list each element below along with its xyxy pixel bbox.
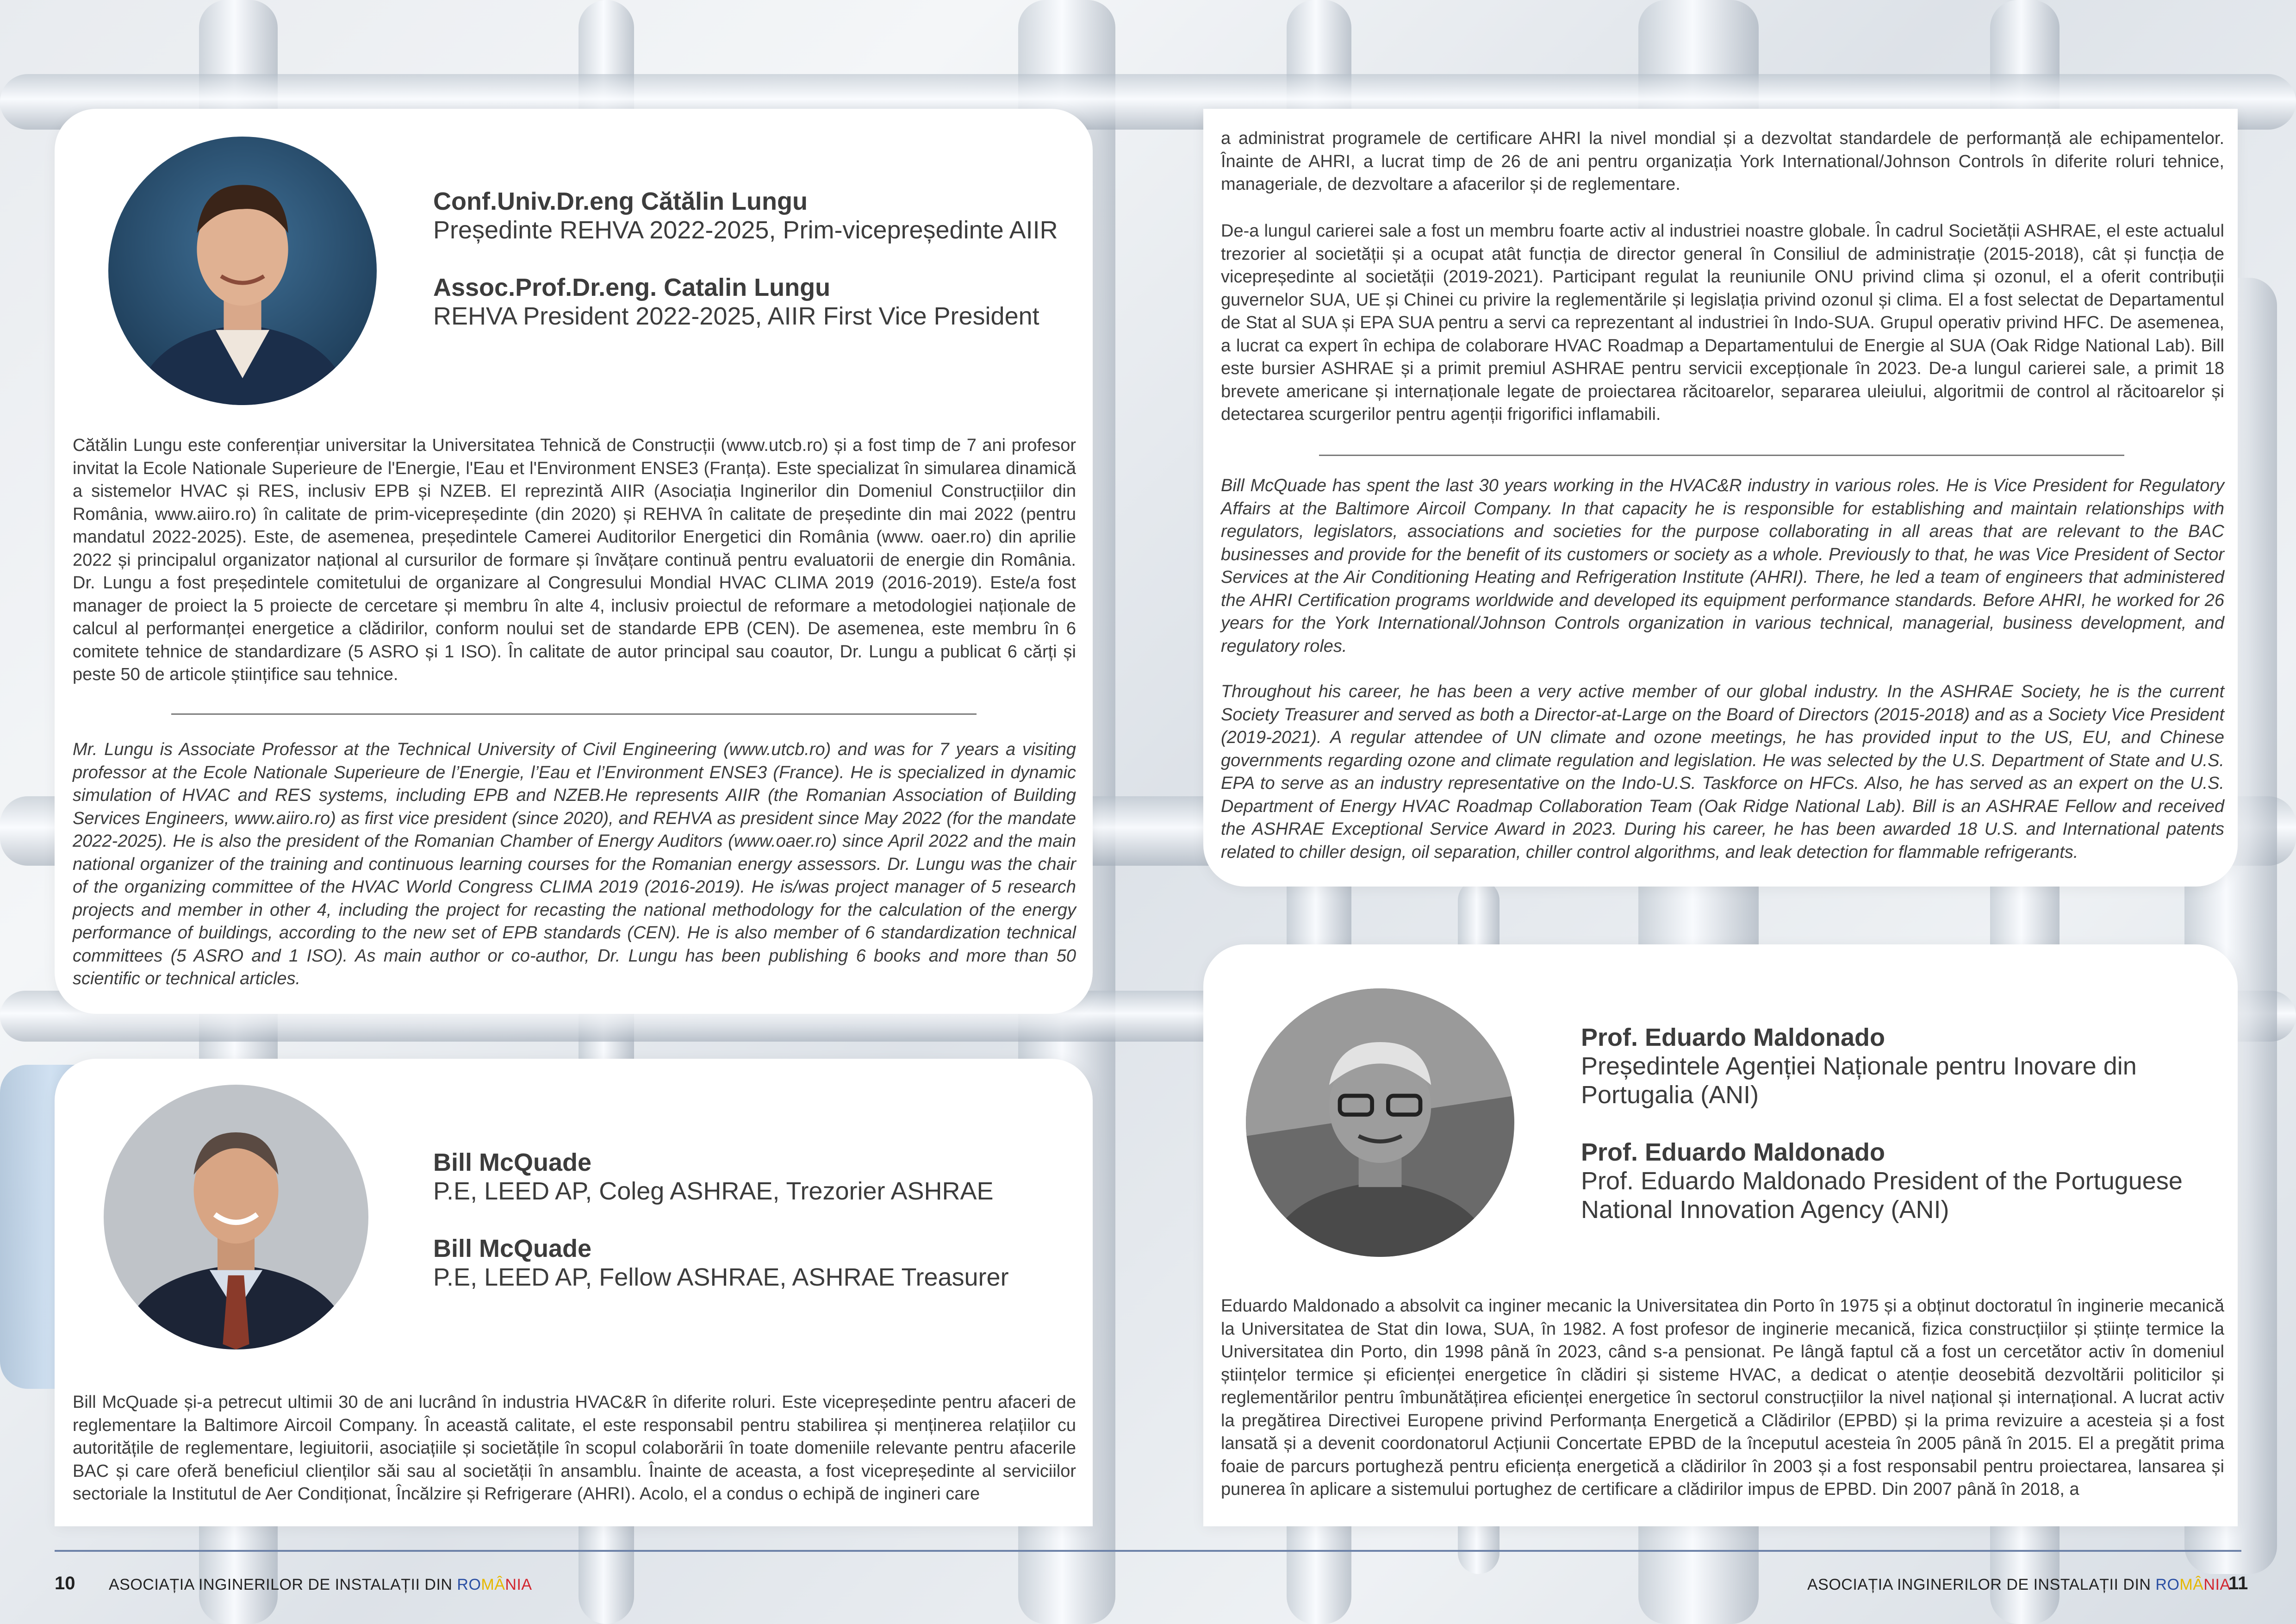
footer-association-left — [109, 1576, 532, 1594]
footer-association-text: ASOCIAȚIA INGINERILOR DE INSTALAȚII DIN — [1807, 1576, 2156, 1593]
lungu-role-ro: Președinte REHVA 2022-2025, Prim-vicepreședinte AIIR — [433, 216, 1058, 244]
maldonado-bio-ro: Eduardo Maldonado a absolvit ca inginer mecanic la Universitatea din Porto în 1975 și a obținut doctoratul în inginerie mecanică la Universitatea de Stat din Iowa, SUA, în 1982. A fost profesor de inginerie mecanică, fizica construcțiilor și științe termice la Universitatea din Porto, din 1998 până în 2023, când s-a pensionat. Pe lângă faptul că a fost un cercetător activ în domeniul științelor termice și eficienței energetice în clădiri și sisteme HVAC, a dedicat o atenție deosebită dezvoltării politicilor și reglementărilor pentru îmbunătățirea eficienței energetice în sectorul construcțiilor la nivel național și internațional. A lucrat activ la pregătirea Directivei Europene privind Performanța Energetică a Clădirilor (EPBD) și la prima revizuire a acesteia și a fost lansată și a devenit coordonatorul Acțiunii Concertate EPBD de la începutul acesteia în 2005 până în 2015. El a pregătit prima foaie de parcurs portugheză pentru eficiența energetică a clădirilor în 2003 și a fost responsabil pentru proiectarea, lansarea și punerea în aplicare a sistemului portughez de certificare a clădirilor impus de EPBD. Din 2007 până în 2018, a — [1221, 1296, 2224, 1499]
romania-blue-segment: RO — [457, 1576, 481, 1593]
footer-rule — [55, 1550, 2241, 1552]
maldonado-header — [1581, 1023, 2183, 1224]
romania-blue-segment: RO — [2155, 1576, 2180, 1593]
lungu-role-en: REHVA President 2022-2025, AIIR First Vice President — [433, 302, 1039, 330]
lungu-portrait-photo — [108, 137, 377, 405]
mcquade-bio-en-part2: Throughout his career, he has been a very active member of our global industry. In the ASHRAE Society, he is the current Society Treasurer and served as both a Director-at-Large on the Board of Directors (2015-2018) and as a Society Vice President (2019-2021). A regular attendee of UN climate and ozone meetings, he has provided input to the US, EU, and Chinese governments regarding ozone and climate regulation and legislation. He was selected by the U.S. Department of State and U.S. EPA to serve as an industry representative on the Indo-U.S. Taskforce on HFCs. Also, he has served as an expert on the U.S. Department of Energy HVAC Roadmap Collaboration Team (Oak Ridge National Lab). Bill is an ASHRAE Fellow and received the ASHRAE Exceptional Service Award in 2023. During his career, he has been awarded 18 U.S. and International patents related to chiller design, oil separation, chiller control algorithms, and leak detection for flammable refrigerants. — [1221, 682, 2224, 862]
maldonado-role-en: Prof. Eduardo Maldonado President of the Portuguese National Innovation Agency (ANI) — [1581, 1167, 2183, 1224]
lungu-name-ro: Conf.Univ.Dr.eng Cătălin Lungu — [433, 187, 808, 215]
maldonado-name-en: Prof. Eduardo Maldonado — [1581, 1138, 1885, 1166]
lungu-name-en: Assoc.Prof.Dr.eng. Catalin Lungu — [433, 274, 831, 301]
lungu-bio-en: Mr. Lungu is Associate Professor at the Technical University of Civil Engineering (www.utcb.ro) and was for 7 years a visiting professor at the Ecole Nationale Superieure de l’Energie, l’Eau et l’Environment ENSE3 (France). He is specialized in dynamic simulation of HVAC and RES systems, including EPB and NZEB.He represents AIIR (the Romanian Association of Building Services Engineers, www.aiiro.ro) as first vice president (since 2020), and REHVA as president since May 2022 (for the mandate 2022-2025). He is also the president of the Romanian Chamber of Energy Auditors (www.oaer.ro) since April 2022 and the main national organizer of the training and continuous learning courses for the Romanian energy assessors. Dr. Lungu was the chair of the organizing committee of the HVAC World Congress CLIMA 2019 (2016-2019). He is/was project manager of 5 research projects and member in other 4, including the project for recasting the national methodology for the calculation of the energy performance of buildings, according to the new set of EPB standards (CEN). He is also member of 6 standardization technical committees (5 ASRO and 1 ISO). As main author or co-author, Dr. Lungu has been publishing 6 books and more than 50 scientific or technical articles. — [73, 740, 1076, 988]
mcquade-bio-ro-part1: Bill McQuade și-a petrecut ultimii 30 de ani lucrând în industria HVAC&R în diferite roluri. Este vicepreședinte pentru afaceri de reglementare la Baltimore Aircoil Company. În această calitate, el este responsabil pentru stabilirea și menținerea relațiilor cu autoritățile de reglementare, legiuitorii, asociațiile și societățile în scopul colaborării în toate domeniile relevante pentru afacerile BAC și care oferă beneficiul clienților săi sau al societății în ansamblu. Înainte de aceasta, a fost vicepreședinte al serviciilor sectoriale la Institutul de Aer Condiționat, Încălzire și Refrigerare (AHRI). Acolo, el a condus o echipă de ingineri care — [73, 1393, 1076, 1504]
footer-association-text: ASOCIAȚIA INGINERILOR DE INSTALAȚII DIN — [109, 1576, 457, 1593]
footer-association-right — [1807, 1576, 2231, 1594]
mcquade-portrait-photo — [104, 1085, 368, 1349]
mcquade-role-ro: P.E, LEED AP, Coleg ASHRAE, Trezorier ASHRAE — [433, 1177, 994, 1205]
mcquade-bio-ro-part2: a administrat programele de certificare AHRI la nivel mondial și a dezvoltat standardele de performanță ale echipamentelor. Înainte de AHRI, a lucrat timp de 26 de ani pentru organizația York International/Johnson Controls în diferite roluri tehnice, manageriale, de dezvoltare a afacerilor și de reglementare. — [1221, 129, 2224, 194]
maldonado-portrait-photo — [1246, 988, 1514, 1257]
romania-red-segment: NIA — [2203, 1576, 2231, 1593]
mcquade-bio-en-part1: Bill McQuade has spent the last 30 years working in the HVAC&R industry in various roles. He is Vice President for Regulatory Affairs at the Baltimore Aircoil Company. In that capacity he is responsible for establishing and maintain relationships with regulators, legislators, associations and societies for the purpose collaborating in all areas that are relevant to the BAC businesses and provide for the benefit of its customers or society as a whole. Previously to that, he was Vice President of Sector Services at the Air Conditioning Heating and Refrigeration Institute (AHRI). There, he led a team of engineers that administered the AHRI Certification programs worldwide and developed its equipment performance standards. Before AHRI, he worked for 26 years for the York International/Johnson Controls organization in various technical, managerial, business development, and regulatory roles. — [1221, 476, 2224, 656]
divider-rule — [171, 713, 977, 715]
romania-yellow-segment: MÂ — [481, 1576, 505, 1593]
maldonado-role-ro: Președintele Agenției Naționale pentru Inovare din Portugalia (ANI) — [1581, 1052, 2137, 1109]
mcquade-name-en: Bill McQuade — [433, 1235, 592, 1262]
lungu-header — [433, 187, 1072, 331]
mcquade-bio-ro-part3: De-a lungul carierei sale a fost un membru foarte activ al industriei noastre globale. În cadrul Societății ASHRAE, el este actualul trezorier al societății și a ocupat atât funcția de director general în Consiliul de administrație (2015-2018), cât și funcția de vicepreședinte al societății (2019-2021). Participant regulat la reuniunile ONU privind clima și ozonul, el a oferit contribuții guvernelor SUA, UE și Chinei cu privire la reglementările și legislația privind ozonul și clima. El a fost selectat de Departamentul de Stat al SUA și EPA SUA pentru a servi ca reprezentant al industriei în Indo-SUA. Grupul operativ privind HFC. De asemenea, a lucrat ca expert în echipa de colaborare HVAC Roadmap a Departamentului de Energie al SUA (Oak Ridge National Lab). Bill este bursier ASHRAE și a primit premiul ASHRAE pentru servicii excepționale în 2023. De-a lungul carierei sale, a primit 18 brevete americane și internaționale legate de proiectarea răcitoarelor, separarea uleiului, algoritmii de control al răcitoarelor și detectarea scurgerilor pentru agenții frigorifici inflamabili. — [1221, 221, 2224, 424]
mcquade-role-en: P.E, LEED AP, Fellow ASHRAE, ASHRAE Treasurer — [433, 1263, 1009, 1291]
maldonado-name-ro: Prof. Eduardo Maldonado — [1581, 1024, 1885, 1051]
mcquade-header — [433, 1148, 1072, 1292]
mcquade-name-ro: Bill McQuade — [433, 1149, 592, 1176]
romania-red-segment: NIA — [505, 1576, 532, 1593]
page-number-right: 11 — [2228, 1573, 2248, 1593]
divider-rule — [1319, 455, 2124, 456]
page-number-left: 10 — [55, 1573, 75, 1593]
romania-yellow-segment: MÂ — [2179, 1576, 2204, 1593]
lungu-bio-ro: Cătălin Lungu este conferențiar universitar la Universitatea Tehnică de Construcții (www.utcb.ro) și a fost timp de 7 ani profesor invitat la Ecole Nationale Superieure de l'Energie, l'Eau et l'Environment ENSE3 (Franța). Este specializat în simularea dinamică a sistemelor HVAC și RES, inclusiv EPB și NZEB. El reprezintă AIIR (Asociația Inginerilor din Domeniul Construcțiilor din România, www.aiiro.ro) în calitate de prim-vicepreședinte (din 2020) și REHVA în calitate de președinte din mai 2022 (pentru mandatul 2022-2025). Este, de asemenea, președintele Camerei Auditorilor Energetici din România (www. oaer.ro) din aprilie 2022 și principalul organizator național al cursurilor de formare și învățare continuă pentru evaluatorii de energie din România. Dr. Lungu a fost președintele comitetului de organizare al Congresului Mondial HVAC CLIMA 2019 (2016-2019). Este/a fost manager de proiect la 5 proiecte de cercetare și membru în alte 4, inclusiv proiectul de reformare a metodologiei naționale de calcul al performanței energetice a clădirilor, conform noului set de standarde EPB (CEN). De asemenea, este membru în 6 comitete tehnice de standardizare (5 ASRO și 1 ISO). În calitate de autor principal sau coautor, Dr. Lungu a publicat 6 cărți și peste 50 de articole științifice sau tehnice. — [73, 436, 1076, 684]
